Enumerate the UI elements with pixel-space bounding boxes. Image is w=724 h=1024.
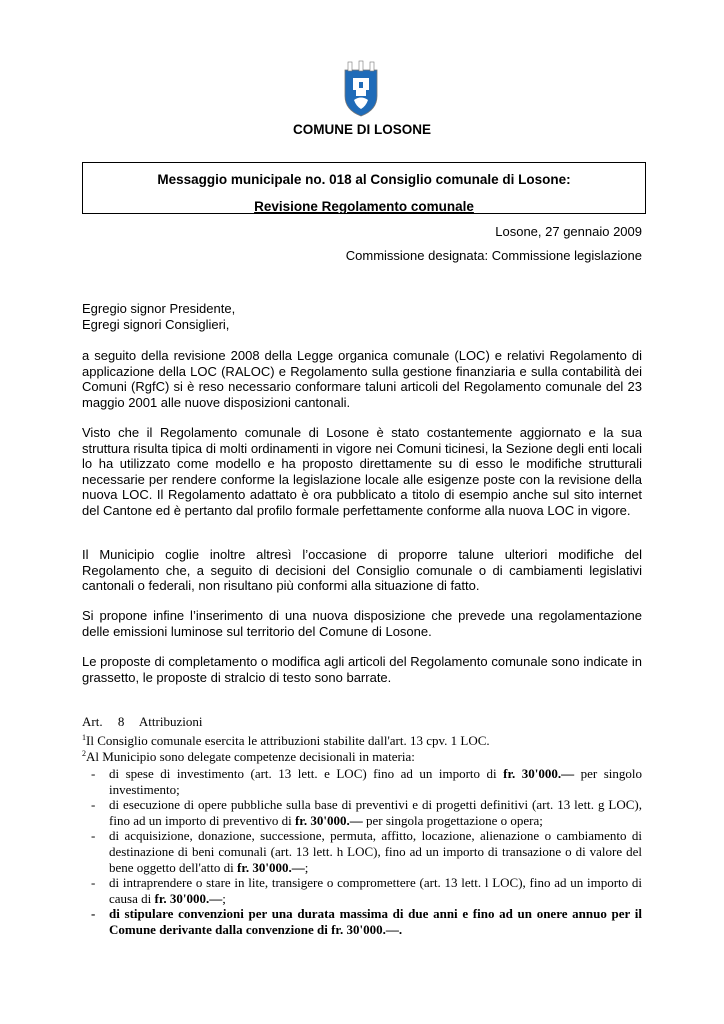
paragraph-number-1: 1: [82, 733, 86, 742]
paragraph-4: Si propone infine l’inserimento di una nuova disposizione che prevede una regolamentazione delle emissioni luminose sul territorio del Comune di Losone.: [82, 608, 642, 639]
message-title-box: [82, 162, 646, 214]
list-item: - di intraprendere o stare in lite, transigere o compromettere (art. 13 lett. l LOC), fino ad un importo di causa di fr. 30'000.—;: [82, 875, 642, 906]
paragraph-1: a seguito della revisione 2008 della Legge organica comunale (LOC) e relativi Regolamento di applicazione della LOC (RALOC) e Regolamento sulla gestione finanziaria e sulla contabilità dei Comuni (RgfC) si è reso necessario conformare taluni articoli del Regolamento comunale del 23 maggio 2001 alle nuove disposizioni cantonali.: [82, 348, 642, 410]
article-paragraph-1: [82, 733, 642, 748]
delegation-list: [82, 766, 642, 938]
list-item-bold-addition: - di stipulare convenzioni per una durata massima di due anni e fino ad un onere annuo per il Comune derivante dalla convenzione di fr. 30'000.—.: [82, 906, 642, 937]
salutation-line-1: Egregio signor Presidente,: [82, 301, 236, 316]
paragraph-3: Il Municipio coglie inoltre altresì l’occasione di proporre talune ulteriori modifiche del Regolamento che, a seguito di decisioni del Consiglio comunale o di cambiamenti legislativi cantonali o federali, non risultano più conformi alla situazione di fatto.: [82, 547, 642, 594]
article-paragraph-2-text: Al Municipio sono delegate competenze decisionali in materia:: [86, 749, 415, 764]
article-number: 8: [117, 714, 125, 729]
article-title: Attribuzioni: [138, 714, 203, 729]
list-item: - di esecuzione di opere pubbliche sulla base di preventivi e di progetti definitivi (art. 13 lett. g LOC), fino ad un importo di preventivo di fr. 30'000.— per singola progettazione o opera;: [82, 797, 642, 828]
losone-coat-of-arms-icon: [342, 60, 380, 118]
article-paragraph-2: [82, 749, 642, 764]
salutation-line-2: Egregi signori Consiglieri,: [82, 317, 230, 332]
message-subtitle: Revisione Regolamento comunale: [254, 199, 474, 214]
article-heading: [82, 714, 214, 730]
list-item: - di spese di investimento (art. 13 lett. e LOC) fino ad un importo di fr. 30'000.— per singolo investimento;: [82, 766, 642, 797]
message-title: Messaggio municipale no. 018 al Consiglio comunale di Losone:: [157, 172, 571, 187]
article-paragraph-1-text: Il Consiglio comunale esercita le attribuzioni stabilite dall'art. 13 cpv. 1 LOC.: [86, 733, 490, 748]
list-item: - di acquisizione, donazione, successione, permuta, affitto, locazione, alienazione o cambiamento di destinazione di beni comunali (art. 13 lett. h LOC), fino ad un importo di transazione o di valore del bene oggetto dell'atto di fr. 30'000.—;: [82, 828, 642, 875]
paragraph-5: Le proposte di completamento o modifica agli articoli del Regolamento comunale sono indicate in grassetto, le proposte di stralcio di testo sono barrate.: [82, 654, 642, 685]
place-date: Losone, 27 gennaio 2009: [495, 224, 642, 239]
article-prefix: Art.: [82, 714, 103, 729]
designated-commission: Commissione designata: Commissione legislazione: [345, 248, 642, 263]
municipality-name: COMUNE DI LOSONE: [292, 122, 431, 137]
paragraph-2: Visto che il Regolamento comunale di Losone è stato costantemente aggiornato e la sua struttura risulta tipica di molti ordinamenti in vigore nei Comuni ticinesi, la Sezione degli enti locali lo ha utilizzato come modello e ha proposto direttamente su di esso le modifiche strutturali necessarie per rendere conforme la legislazione locale alle esigenze poste con la revisione della nuova LOC. Il Regolamento adattato è ora pubblicato a titolo di esempio anche sul sito internet del Cantone ed è pertanto dal profilo formale perfettamente conforme alla nuova LOC in vigore.: [82, 425, 642, 518]
paragraph-number-2: 2: [82, 749, 86, 758]
